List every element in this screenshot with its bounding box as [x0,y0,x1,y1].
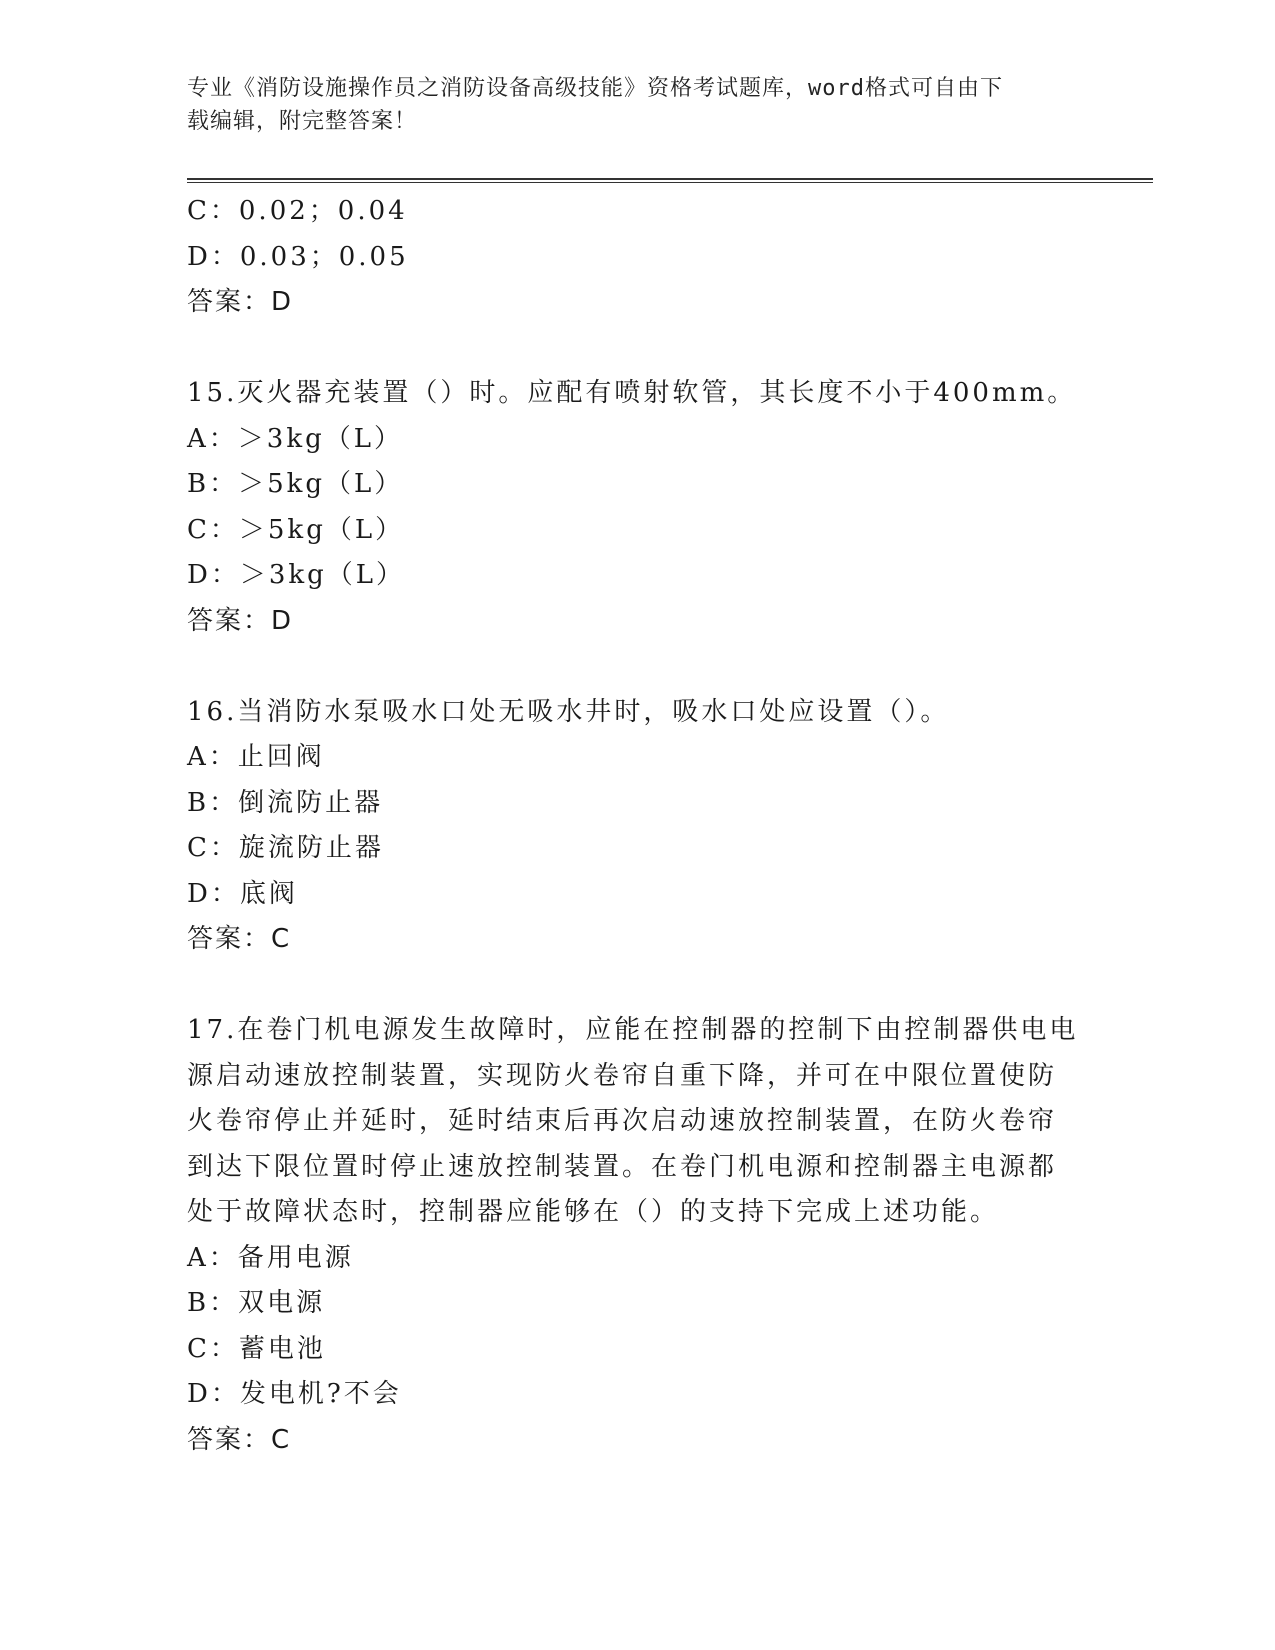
question-text-line-5: 处于故障状态时，控制器应能够在（）的支持下完成上述功能。 [187,1197,1000,1227]
answer-line: 答案：C [187,1424,292,1455]
header-line-2: 载编辑，附完整答案！ [187,109,418,134]
question-text-line-4: 到达下限位置时停止速放控制装置。在卷门机电源和控制器主电源都 [187,1151,1058,1182]
option-b: B：双电源 [187,1288,326,1318]
option-c: C：旋流防止器 [187,833,384,863]
option-d: D：发电机?不会 [187,1379,402,1409]
question-text: 16.当消防水泵吸水口处无吸水井时，吸水口处应设置（）。 [187,696,950,727]
question-16 [187,690,1087,963]
spacer [187,644,1087,690]
answer-line: 答案：D [187,605,294,636]
document-header [187,72,1067,138]
question-text-line-1: 17.在卷门机电源发生故障时，应能在控制器的控制下由控制器供电电 [187,1015,1079,1045]
header-divider-thick [187,178,1153,180]
option-a: A：备用电源 [187,1242,354,1273]
question-text: 15.灭火器充装置（）时。应配有喷射软管，其长度不小于400mm。 [187,378,1077,408]
option-b: B：倒流防止器 [187,787,384,818]
option-c: C：0.02；0.04 [187,196,408,226]
header-line-1: 专业《消防设施操作员之消防设备高级技能》资格考试题库，word格式可自由下 [187,76,1003,101]
spacer [187,963,1087,1009]
option-d: D：底阀 [187,878,298,909]
option-c: C：＞5kg（L） [187,514,405,545]
answer-line: 答案：C [187,924,292,954]
spacer [187,326,1087,372]
question-list [187,189,1087,1463]
question-17 [187,1008,1087,1463]
option-c: C：蓄电池 [187,1333,326,1364]
answer-line: 答案：D [187,287,294,317]
option-a: A：止回阀 [187,742,325,772]
option-a: A：＞3kg（L） [187,423,403,454]
header-divider-thin [187,182,1153,183]
question-text-line-3: 火卷帘停止并延时，延时结束后再次启动速放控制装置，在防火卷帘 [187,1106,1058,1136]
option-d: D：＞3kg（L） [187,560,406,590]
question-15 [187,371,1087,644]
question-text-line-2: 源启动速放控制装置，实现防火卷帘自重下降，并可在中限位置使防 [187,1060,1058,1091]
option-d: D：0.03；0.05 [187,241,409,272]
option-b: B：＞5kg（L） [187,469,404,499]
